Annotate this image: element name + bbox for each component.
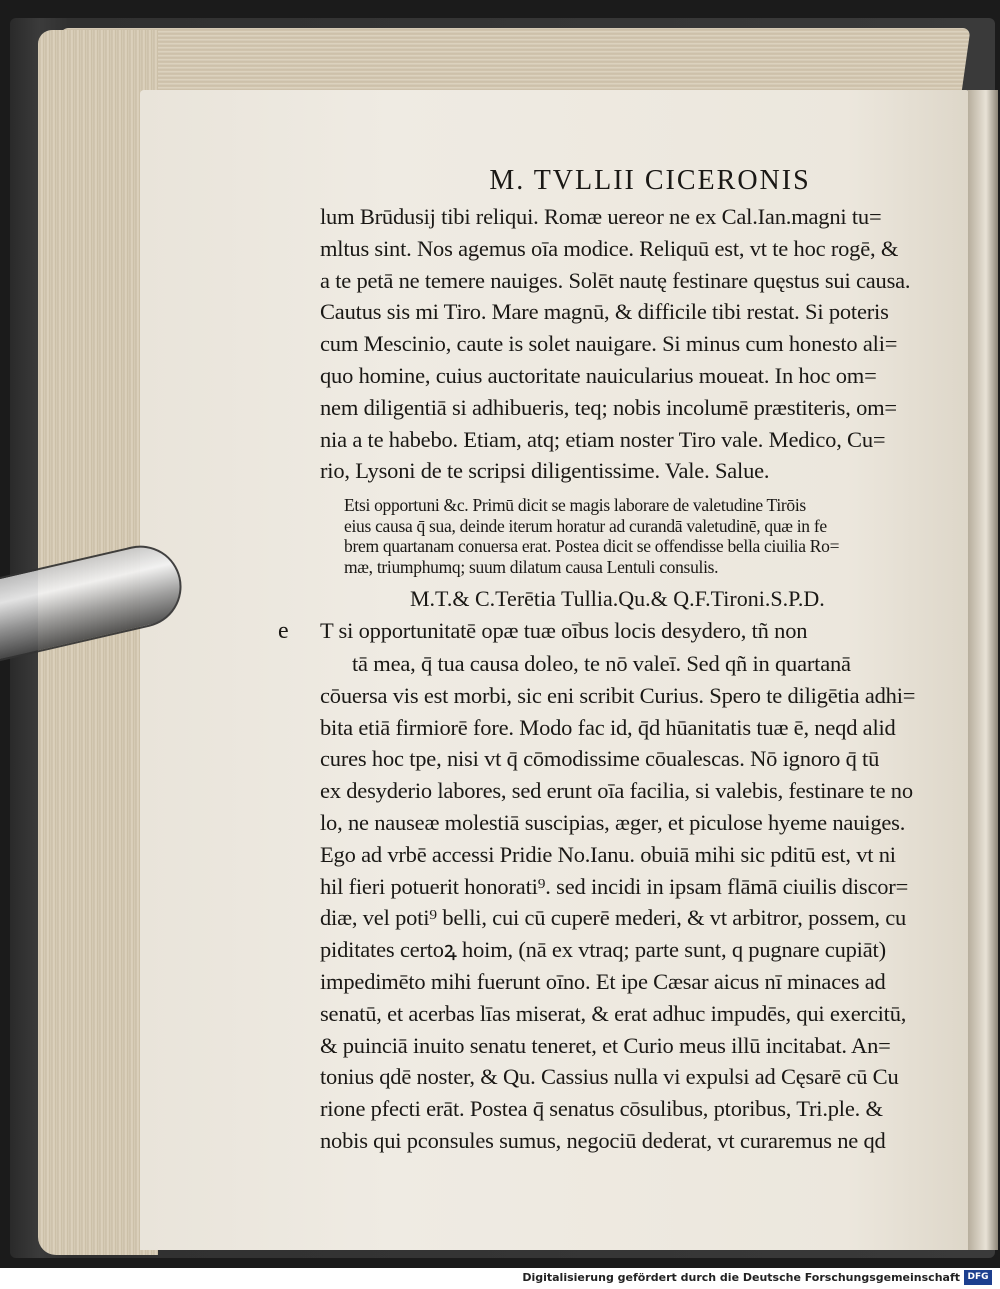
text-line: & puinciā inuito senatu teneret, et Curio meus illū incitabat. An= <box>320 1032 891 1058</box>
text-line: tonius qdē noster, & Qu. Cassius nulla vi expulsi ad Cęsarē cū Cu <box>320 1064 899 1090</box>
text-line: cōuersa vis est morbi, sic eni scribit Curius. Spero te diligētia adhi= <box>320 682 916 708</box>
text-line: lo, ne nauseæ molestiā suscipias, æger, et piculose hyeme nauiges. <box>320 809 906 835</box>
text-line: rione pfecti erāt. Postea q̄ senatus cōsulibus, ptoribus, Tri.ple. & <box>320 1096 883 1122</box>
summary-line: eius causa q̄ sua, deinde iterum horatur ad curandā valetudinē, quæ in fe <box>344 515 827 536</box>
footer-credit: Digitalisierung gefördert durch die Deutsche Forschungsgemeinschaft <box>522 1271 960 1284</box>
first-line-text: T si opportunitatē opæ tuæ oībus locis desydero, tñ non <box>320 618 808 644</box>
text-line: nia a te habebo. Etiam, atq; etiam noster Tiro vale. Medico, Cu= <box>320 426 886 452</box>
letter-salutation: M.T.& C.Terētia Tullia.Qu.& Q.F.Tironi.S.P.D. <box>410 586 825 612</box>
summary-line: brem quartanam conuersa erat. Postea dicit se offendisse bella ciuilia Ro= <box>344 536 840 557</box>
text-line: tā mea, q̄ tua causa doleo, te nō valeī. Sed qñ in quartanā <box>352 650 851 676</box>
text-line: rio, Lysoni de te scripsi diligentissime. Vale. Salue. <box>320 458 770 484</box>
letter-ending <box>320 201 940 487</box>
text-line: nem diligentiā si adhibueris, teq; nobis incolumē præstiteris, om= <box>320 394 897 420</box>
running-head: M. TVLLII CICERONIS <box>489 165 811 196</box>
text-line: mltus sint. Nos agemus oīa modice. Reliquū est, vt te hoc rogē, & <box>320 235 899 261</box>
text-line: diæ, vel poti⁹ belli, cui cū cuperē mederi, & vt arbitror, possem, cu <box>320 905 907 931</box>
text-line: senatū, et acerbas līas miserat, & erat adhuc impudēs, qui exercitū, <box>320 1000 907 1026</box>
letter-summary <box>320 495 940 577</box>
footer-bar <box>0 1268 1000 1289</box>
text-line: piditates certoꝝ hoim, (nā ex vtraq; parte sunt, q pugnare cupiāt) <box>320 937 886 963</box>
dfg-logo: DFG <box>964 1270 992 1285</box>
text-line: ex desyderio labores, sed erunt oīa facilia, si valebis, festinare te no <box>320 778 913 804</box>
summary-line: Etsi opportuni &c. Primū dicit se magis laborare de valetudine Tirōis <box>344 495 806 516</box>
page-gutter <box>968 90 998 1250</box>
text-line: a te petā ne temere nauiges. Solēt nautę festinare quęstus sui causa. <box>320 267 911 293</box>
text-line: cures hoc tpe, nisi vt q̄ cōmodissime cōualescas. Nō ignoro q̄ tū <box>320 746 880 772</box>
text-line: hil fieri potuerit honorati⁹. sed incidi in ipsam flāmā ciuilis discor= <box>320 873 909 899</box>
text-line: Ego ad vrbē accessi Pridie No.Ianu. obuiā mihi sic pditū est, vt ni <box>320 841 896 867</box>
text-line: impedimēto mihi fuerunt oīno. Et ipe Cæsar aicus nī minaces ad <box>320 968 886 994</box>
text-line: quo homine, cuius auctoritate nauicularius moueat. In hoc om= <box>320 362 877 388</box>
text-line: cum Mescinio, caute is solet nauigare. Si minus cum honesto ali= <box>320 331 898 357</box>
text-line: lum Brūdusij tibi reliqui. Romæ uereor ne ex Cal.Ian.magni tu= <box>320 204 882 229</box>
text-line: Cautus sis mi Tiro. Mare magnū, & difficile tibi restat. Si poteris <box>320 299 889 325</box>
text-line: nobis qui pconsules sumus, negociū dederat, vt curaremus ne qd <box>320 1127 886 1153</box>
first-line <box>224 615 940 648</box>
page-text <box>278 165 940 1157</box>
summary-line: mæ, triumphumq; suum dilatum causa Lentuli consulis. <box>344 556 719 577</box>
letter-body <box>278 615 940 1157</box>
text-line: bita etiā firmiorē fore. Modo fac id, q̄d hūanitatis tuæ ē, neqd alid <box>320 714 896 740</box>
initial-letter: e <box>278 618 289 645</box>
